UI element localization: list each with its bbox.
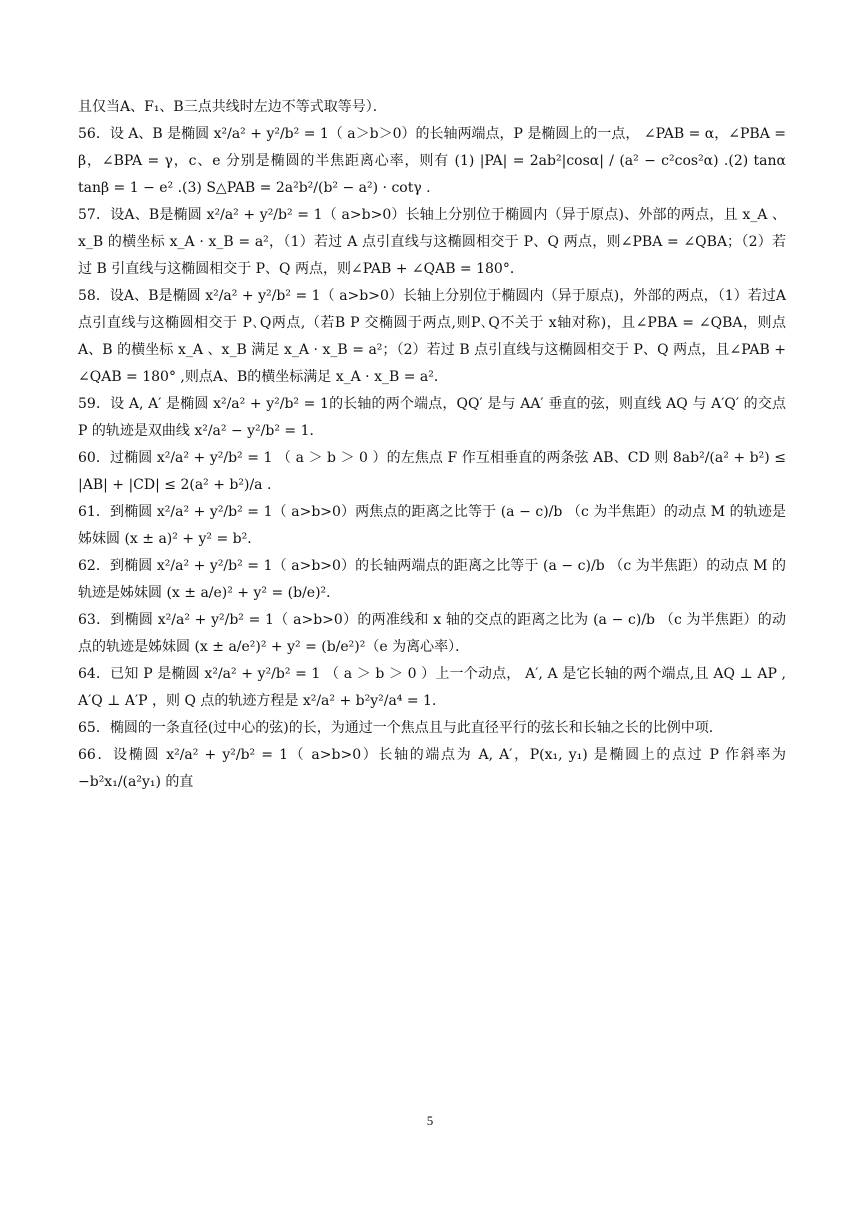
document-body bbox=[78, 94, 786, 796]
item-65: 65．椭圆的一条直径(过中心的弦)的长，为通过一个焦点且与此直径平行的弦长和长轴之长的比例中项. bbox=[78, 720, 714, 736]
item-60: 60．过椭圆 x²/a² + y²/b² = 1 （ a ＞ b ＞ 0 ）的左焦点 F 作互相垂直的两条弦 AB、CD 则 8ab²/(a² + b²) ≤ |AB| + |CD| ≤ 2(a² + b²)/a . bbox=[78, 450, 786, 493]
page-number: 5 bbox=[426, 1113, 434, 1128]
item-56: 56．设 A、B 是椭圆 x²/a² + y²/b² = 1（ a＞b＞0）的长轴两端点，P 是椭圆上的一点， ∠PAB = α，∠PBA = β，∠BPA = γ，c、e 分别是椭圆的半焦距离心率，则有 (1) |PA| = 2ab²|cosα| / (a² − c²cos²α) .(2) tanα tanβ = 1 − e² .(3) S△PAB = 2a²b²/(b² − a²) · cotγ . bbox=[78, 126, 786, 196]
item-58: 58．设A、B是椭圆 x²/a² + y²/b² = 1（ a>b>0）长轴上分别位于椭圆内（异于原点)，外部的两点，（1）若过A 点引直线与这椭圆相交于 P､Q两点,（若B P 交椭圆于两点,则P､Q不关于 x轴对称)，且∠PBA = ∠QBA，则点 A、B 的横坐标 x_A 、x_B 满足 x_A · x_B = a²；（2）若过 B 点引直线与这椭圆相交于 P、Q 两点，且∠PAB + ∠QAB = 180° ,则点A、B的横坐标满足 x_A · x_B = a²． bbox=[78, 288, 786, 385]
item-57: 57．设A、B是椭圆 x²/a² + y²/b² = 1（ a>b>0）长轴上分别位于椭圆内（异于原点)、外部的两点，且 x_A 、x_B 的横坐标 x_A · x_B = a²，（1）若过 A 点引直线与这椭圆相交于 P、Q 两点，则∠PBA = ∠QBA；（2）若过 B 引直线与这椭圆相交于 P、Q 两点，则∠PAB + ∠QAB = 180°． bbox=[78, 207, 786, 277]
item-63: 63．到椭圆 x²/a² + y²/b² = 1（ a>b>0）的两准线和 x 轴的交点的距离之比为 (a − c)/b （c 为半焦距）的动点的轨迹是姊妹圆 (x ± a/e²)² + y² = (b/e²)²（e 为离心率）． bbox=[78, 612, 786, 655]
item-64: 64．已知 P 是椭圆 x²/a² + y²/b² = 1 （ a ＞ b ＞ 0 ）上一个动点， A′, A 是它长轴的两个端点,且 AQ ⊥ AP , A′Q ⊥ A′P ，则 Q 点的轨迹方程是 x²/a² + b²y²/a⁴ = 1． bbox=[78, 666, 786, 709]
item-66: 66．设椭圆 x²/a² + y²/b² = 1（ a>b>0）长轴的端点为 A, A′，P(x₁, y₁) 是椭圆上的点过 P 作斜率为 −b²x₁/(a²y₁) 的直 bbox=[78, 747, 786, 790]
item-61: 61．到椭圆 x²/a² + y²/b² = 1（ a>b>0）两焦点的距离之比等于 (a − c)/b （c 为半焦距）的动点 M 的轨迹是姊妹圆 (x ± a)² + y² = b²． bbox=[78, 504, 786, 547]
item-62: 62．到椭圆 x²/a² + y²/b² = 1（ a>b>0）的长轴两端点的距离之比等于 (a − c)/b （c 为半焦距）的动点 M 的轨迹是姊妹圆 (x ± a/e)² + y² = (b/e)²． bbox=[78, 558, 786, 601]
item-59: 59．设 A, A′ 是椭圆 x²/a² + y²/b² = 1的长轴的两个端点，QQ′ 是与 AA′ 垂直的弦，则直线 AQ 与 A′Q′ 的交点 P 的轨迹是双曲线 x²/a² − y²/b² = 1． bbox=[78, 396, 786, 439]
item-55-tail: 且仅当A、F₁、B三点共线时左边不等式取等号）． bbox=[78, 99, 387, 115]
